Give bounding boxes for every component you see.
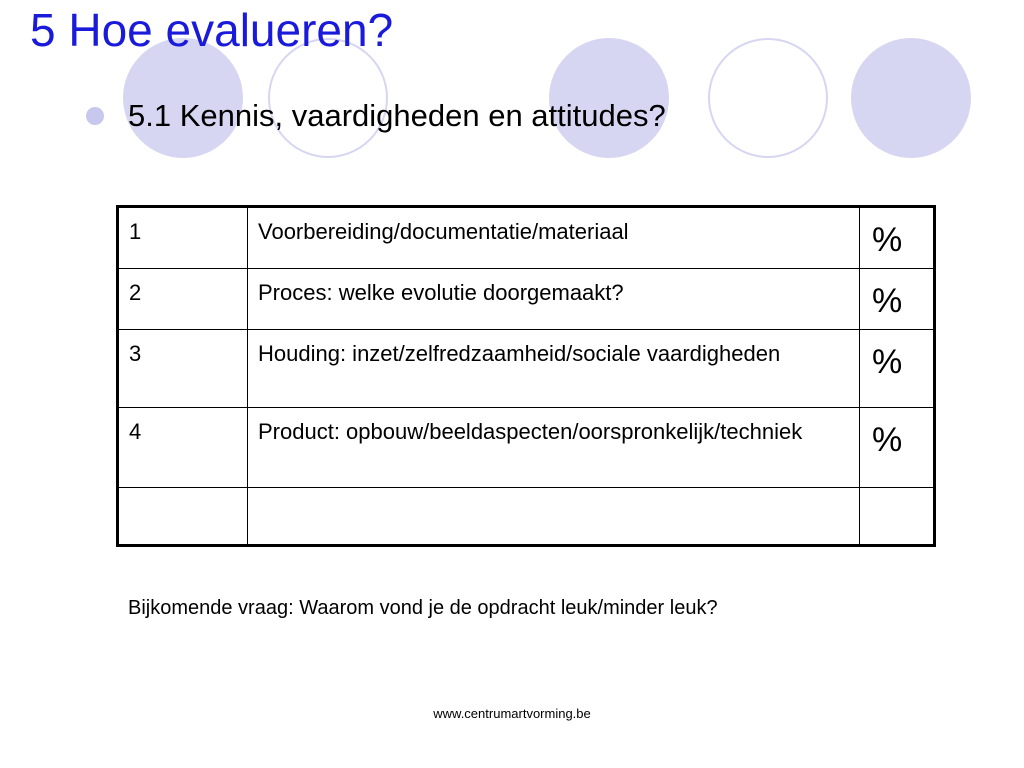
row-description: Product: opbouw/beeldaspecten/oorspronkelijk/techniek	[248, 408, 860, 488]
row-description: Proces: welke evolutie doorgemaakt?	[248, 269, 860, 330]
row-number	[118, 488, 248, 546]
additional-question: Bijkomende vraag: Waarom vond je de opdracht leuk/minder leuk?	[128, 597, 718, 619]
row-percentage: %	[860, 269, 935, 330]
row-description	[248, 488, 860, 546]
table-row	[118, 488, 935, 546]
bullet-text: 5.1 Kennis, vaardigheden en attitudes?	[128, 98, 666, 133]
table-row	[118, 269, 935, 330]
bullet-item	[86, 92, 666, 140]
row-number: 1	[118, 207, 248, 269]
table-row	[118, 330, 935, 408]
footer-url: www.centrumartvorming.be	[433, 706, 591, 721]
row-percentage: %	[860, 207, 935, 269]
decor-circle-filled	[851, 38, 971, 158]
slide-title: 5 Hoe evalueren?	[30, 4, 394, 56]
evaluation-table	[116, 205, 936, 547]
row-percentage: %	[860, 330, 935, 408]
decor-circle-ring	[708, 38, 828, 158]
table-row	[118, 207, 935, 269]
table-row	[118, 408, 935, 488]
row-percentage: %	[860, 408, 935, 488]
row-description: Houding: inzet/zelfredzaamheid/sociale vaardigheden	[248, 330, 860, 408]
row-number: 4	[118, 408, 248, 488]
row-description: Voorbereiding/documentatie/materiaal	[248, 207, 860, 269]
row-number: 2	[118, 269, 248, 330]
bullet-dot-icon	[86, 107, 104, 125]
row-number: 3	[118, 330, 248, 408]
row-percentage	[860, 488, 935, 546]
